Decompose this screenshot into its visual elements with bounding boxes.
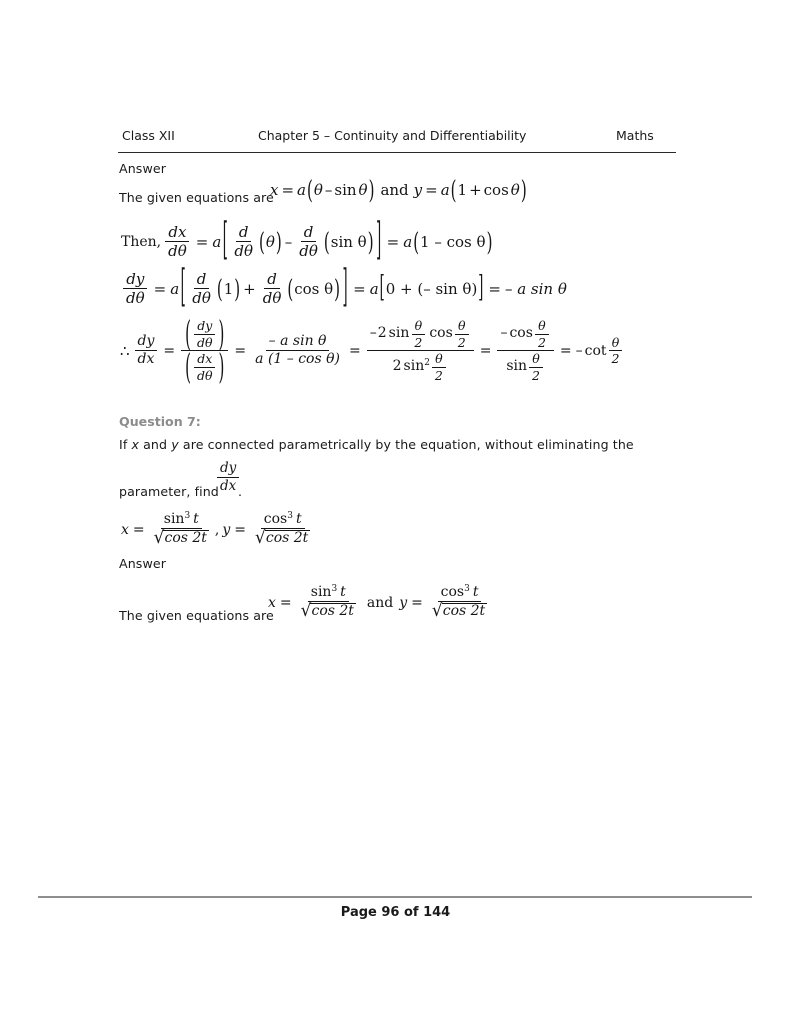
eq2-close-paren: ) — [275, 226, 282, 257]
frac-dx-dtheta-2 — [194, 352, 216, 382]
eq4-equals-3: = — [349, 342, 361, 359]
eq2-open-bracket: [ — [222, 216, 228, 268]
header-chapter: Chapter 5 – Continuity and Differentiability — [258, 128, 527, 143]
eq6-num-sin: sin 3 t — [308, 585, 349, 602]
eq3-a-2: a — [369, 279, 379, 298]
eq2-equals: = — [195, 232, 209, 251]
eq1-a-2: a — [440, 181, 450, 199]
eq1-one: 1 — [457, 181, 468, 199]
header-class: Class XII — [122, 128, 175, 143]
eq5-cos2t-2: cos 2t — [265, 530, 309, 547]
eq4-den2-text: a (1 – cos θ) — [255, 351, 341, 367]
eq1-equals-2: = — [425, 181, 438, 199]
given-equations-label-1: The given equations are — [119, 190, 274, 205]
sqrt-cos2t-1 — [153, 527, 209, 549]
frac-d-dtheta-3 — [189, 271, 214, 306]
eq2-sin-theta: sin θ — [330, 232, 367, 251]
theta-num-a: θ — [412, 319, 426, 335]
frac-dy-dx-inline — [217, 461, 239, 493]
eq4-cot: cot — [584, 342, 607, 359]
eq5-num-cos: cos 3 t — [261, 512, 305, 529]
eq2-close-bracket: ] — [376, 216, 382, 268]
eq3-equals-3: = — [488, 279, 501, 298]
frac-theta-2-a — [411, 319, 425, 349]
eq5-den-sqrt — [151, 529, 212, 547]
frac-dx-dtheta — [165, 224, 190, 259]
frac-dtheta-den-7: dθ — [197, 367, 213, 383]
eq6-y: y — [399, 594, 408, 611]
eq3-open-paren: ( — [216, 273, 223, 304]
eq2-close-paren-3: ) — [486, 226, 493, 257]
frac-dy-num-3: dy — [194, 319, 215, 335]
nested-close-paren-2: ) — [218, 346, 225, 388]
eq1-theta-2: θ — [358, 181, 368, 199]
radical-sign-icon-3: √ — [300, 600, 312, 622]
frac-dy-dx — [135, 334, 158, 367]
eq3-open-bracket: [ — [180, 263, 186, 315]
eq4-equals-5: = — [559, 342, 572, 359]
question-7-period: . — [238, 484, 243, 499]
q7-line1-var-x: x — [131, 437, 140, 452]
two-den-b: 2 — [457, 334, 466, 350]
eq1-open-paren: ( — [307, 174, 313, 206]
eq5-t-2: t — [295, 511, 302, 527]
eq6-cos: cos — [440, 584, 465, 600]
equation-dx-dtheta — [121, 216, 493, 268]
eq1-equals: = — [281, 181, 295, 199]
eq5-t-1: t — [193, 511, 199, 527]
frac-halfangle-den: 2 sin 2 $\frac{\theta}{2}$ — [390, 351, 451, 382]
eq6-cos2t-2: cos 2t — [442, 603, 486, 620]
eq1-y: y — [413, 181, 423, 199]
given-equations-label-2: The given equations are — [119, 608, 274, 623]
eq3-plus: + — [243, 279, 256, 298]
q7-line1-part-b: and — [139, 437, 172, 452]
nested-open-paren-1: ( — [185, 313, 192, 355]
two-den-e: 2 — [532, 367, 540, 383]
sqrt-cos2t-2 — [255, 527, 310, 549]
frac-dx-num: dx — [165, 224, 189, 242]
eq4-cos-1: cos — [429, 325, 453, 342]
theta-num-f: θ — [609, 336, 623, 352]
radical-sign-icon-1: √ — [153, 527, 165, 549]
frac-cot-den — [503, 351, 548, 382]
eq3-close-paren: ) — [234, 273, 241, 304]
eq5-sin: sin — [163, 511, 185, 527]
two-den-c: 2 — [434, 367, 443, 383]
frac-dx-den-inline: dx — [220, 477, 237, 494]
frac-dtheta-den-2: dθ — [299, 242, 318, 261]
eq4-two-2: 2 — [392, 358, 402, 375]
eq2-open-paren-3: ( — [413, 226, 420, 257]
eq1-sin: sin — [334, 181, 357, 199]
radical-sign-icon-2: √ — [255, 527, 266, 549]
eq4-equals: = — [163, 342, 176, 359]
eq3-open-paren-2: ( — [287, 273, 294, 304]
frac-d-num-2: d — [301, 224, 317, 242]
eq2-theta: θ — [265, 232, 275, 251]
frac-d-num: d — [236, 224, 252, 242]
nested-frac-den — [181, 346, 228, 388]
eq2-a-2: a — [403, 232, 413, 251]
frac-cot-expand — [497, 319, 553, 382]
eq3-a: a — [170, 279, 180, 298]
eq1-a: a — [297, 181, 306, 199]
eq4-minus-3: – — [500, 325, 508, 342]
eq5-equals: = — [132, 521, 145, 538]
eq3-zero-plus: 0 + (– sin θ) — [385, 279, 478, 298]
eq3-equals: = — [153, 279, 167, 298]
eq3-one: 1 — [223, 279, 234, 298]
frac-d-dtheta-2 — [296, 224, 321, 259]
eq1-close-paren: ) — [368, 174, 375, 206]
frac-theta-2-b — [455, 319, 469, 349]
eq1-theta: θ — [313, 181, 323, 199]
question-7-text-line-2: parameter, find — [119, 484, 219, 499]
frac-halfangle-num — [367, 319, 474, 351]
eq6-x: x — [268, 594, 276, 611]
eq1-theta-3: θ — [510, 181, 520, 199]
eq6-equals: = — [279, 594, 292, 611]
eq1-close-paren-2: ) — [520, 174, 527, 206]
eq2-equals-2: = — [386, 232, 400, 251]
frac-dy-dtheta — [123, 271, 148, 306]
eq5-cos2t-1: cos 2t — [164, 530, 207, 547]
footer-page-number: Page 96 of 144 — [340, 905, 451, 920]
frac-cos3t-over-sqrtcos2t — [252, 512, 313, 547]
theta-num-d: θ — [535, 319, 549, 335]
frac-dtheta-den: dθ — [168, 242, 187, 261]
eq5-y: y — [222, 521, 231, 538]
eq6-den-sqrt-2 — [429, 602, 490, 620]
eq4-equals-2: = — [234, 342, 247, 359]
eq1-plus: + — [469, 181, 482, 199]
equation-dy-dx-chain — [120, 313, 624, 388]
equation-q7-given — [268, 585, 492, 620]
eq1-x: x — [270, 181, 279, 199]
eq6-den-sqrt — [298, 602, 359, 620]
eq3-close-bracket-2: ] — [478, 271, 484, 306]
eq3-result: – a sin θ — [504, 279, 567, 298]
q7-line1-var-y: y — [171, 437, 179, 452]
two-den-d: 2 — [537, 334, 546, 350]
eq3-close-paren-2: ) — [334, 273, 341, 304]
frac-dtheta-den-4: dθ — [192, 289, 211, 308]
q7-line1-part-a: If — [119, 437, 132, 452]
frac-d-dtheta-1 — [231, 224, 256, 259]
frac-d-dtheta-4 — [260, 271, 285, 306]
eq5-num-sin: sin 3 t — [161, 512, 202, 529]
frac-dy-num: dy — [123, 271, 147, 289]
eq2-close-paren-2: ) — [367, 226, 374, 257]
answer-label-1: Answer — [119, 161, 166, 176]
equation-q7-parametric — [121, 512, 315, 547]
frac-d-num-3: d — [194, 271, 210, 289]
eq5-den-sqrt-2 — [252, 529, 313, 547]
radical-sign-icon-4: √ — [431, 600, 443, 622]
page-header — [118, 128, 676, 153]
frac-d-num-4: d — [264, 271, 280, 289]
frac-cot-num — [497, 319, 553, 351]
answer-label-2: Answer — [119, 556, 166, 571]
eq6-num-cos: cos 3 t — [438, 585, 482, 602]
eq3-close-bracket: ] — [342, 263, 348, 315]
frac-cos3t-over-sqrtcos2t-2 — [429, 585, 490, 620]
two-den-a: 2 — [414, 334, 423, 350]
eq4-equals-4: = — [479, 342, 492, 359]
equation-parametric-x-y — [270, 174, 528, 206]
sqrt-cos2t-4 — [431, 600, 487, 622]
nested-close-paren-1: ) — [218, 313, 225, 355]
eq2-open-paren-2: ( — [323, 226, 330, 257]
frac-asin-num — [266, 334, 330, 351]
eq6-and: and — [366, 594, 394, 611]
therefore-symbol: ∴ — [120, 341, 130, 360]
eq1-and: and — [380, 181, 409, 199]
question-7-label: Question 7: — [119, 414, 201, 429]
frac-acos-den — [252, 351, 343, 367]
frac-asin-over-acos — [252, 334, 343, 367]
eq3-cos-theta: cos θ — [294, 279, 334, 298]
nested-frac-derivatives — [181, 313, 228, 388]
eq4-sin-2: sin — [403, 358, 425, 375]
eq4-minus-final: – — [575, 342, 583, 359]
eq5-cos: cos — [263, 511, 288, 527]
eq4-minus-2: – — [369, 325, 377, 342]
eq6-equals-2: = — [411, 594, 423, 611]
header-subject: Maths — [616, 128, 654, 143]
q7-line1-part-c: are connected parametrically by the equation, without eliminating the — [178, 437, 634, 452]
eq4-cos-2: cos — [509, 325, 533, 342]
eq6-t-2: t — [472, 584, 479, 600]
equation-dy-dtheta — [121, 263, 567, 315]
question-7-text-line-1 — [119, 437, 634, 452]
frac-halfangle — [367, 319, 474, 382]
eq3-equals-2: = — [353, 279, 366, 298]
frac-dtheta-den-1: dθ — [234, 242, 253, 261]
then-label: Then, — [121, 233, 162, 250]
eq5-comma: , — [214, 521, 220, 538]
eq2-open-paren: ( — [259, 226, 265, 257]
theta-num-e: θ — [529, 352, 543, 368]
footer-divider — [38, 896, 752, 898]
frac-dy-num-2: dy — [135, 334, 158, 351]
frac-dy-dtheta-2 — [194, 319, 216, 349]
frac-sin3t-over-sqrtcos2t-2 — [298, 585, 359, 620]
frac-theta-2-f — [609, 336, 623, 366]
two-den-f: 2 — [611, 351, 620, 366]
eq6-cos2t-1: cos 2t — [311, 603, 354, 620]
eq4-sin-1: sin — [388, 325, 410, 342]
eq1-minus: – — [324, 181, 333, 199]
theta-num-b: θ — [455, 319, 469, 335]
eq2-result: 1 – cos θ — [420, 232, 486, 251]
eq5-equals-2: = — [234, 521, 247, 538]
eq4-num2-text: – a sin θ — [268, 332, 327, 349]
frac-theta-2-c — [432, 352, 446, 382]
eq1-open-paren-2: ( — [450, 174, 457, 206]
frac-dx-num-2: dx — [194, 352, 215, 368]
theta-num-c: θ — [432, 352, 446, 368]
frac-dtheta-den-5: dθ — [262, 289, 282, 308]
eq1-cos: cos — [483, 181, 509, 199]
frac-dtheta-den-3: dθ — [126, 289, 145, 308]
sqrt-cos2t-3 — [300, 600, 356, 622]
eq5-x: x — [121, 521, 129, 538]
eq4-two: 2 — [377, 325, 387, 342]
eq6-t-1: t — [340, 584, 346, 600]
eq2-a: a — [212, 232, 222, 251]
frac-theta-2-d — [535, 319, 549, 349]
eq4-sin-3: sin — [506, 358, 528, 375]
frac-dx-den: dx — [137, 351, 155, 367]
eq2-minus: – — [284, 232, 293, 251]
frac-dtheta-den-6: dθ — [197, 334, 213, 350]
eq3-open-bracket-2: [ — [379, 271, 385, 306]
nested-open-paren-2: ( — [185, 346, 192, 388]
frac-theta-2-e — [529, 352, 543, 382]
frac-dy-num-inline: dy — [217, 461, 239, 478]
frac-sin3t-over-sqrtcos2t — [151, 512, 212, 547]
eq6-sin: sin — [310, 584, 332, 600]
